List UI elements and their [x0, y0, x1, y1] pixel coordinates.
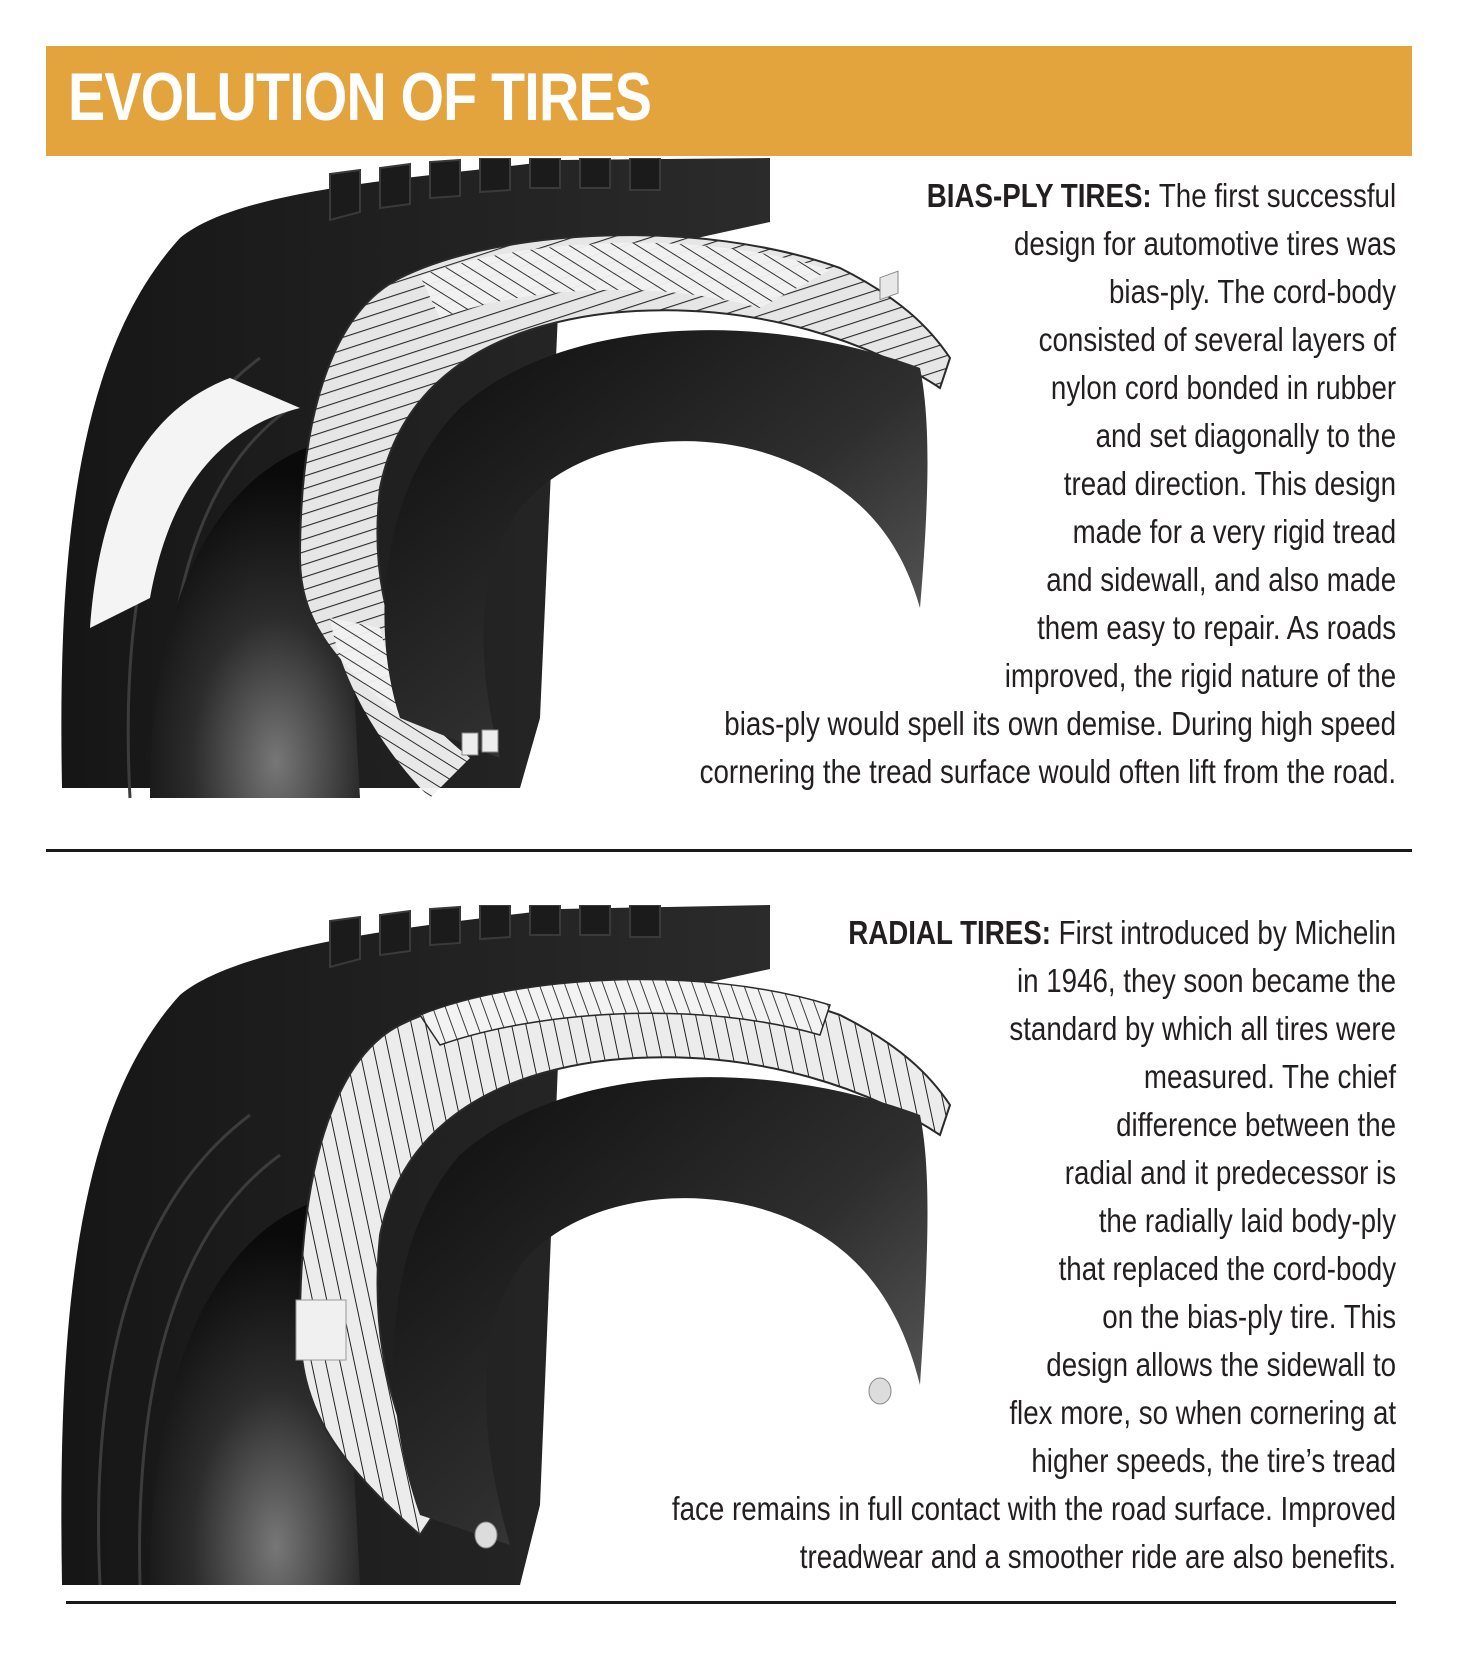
text-line: the radially laid body-ply [1098, 1202, 1396, 1239]
section-heading: BIAS-PLY TIRES: [926, 177, 1152, 214]
text-line: on the bias-ply tire. This [1102, 1298, 1396, 1335]
bias-ply-description [567, 172, 1396, 796]
text-line: bias-ply would spell its own demise. During high speed [724, 705, 1396, 742]
radial-description [534, 909, 1396, 1581]
text-line: and sidewall, and also made [1046, 561, 1396, 598]
text-line: that replaced the cord-body [1058, 1250, 1396, 1287]
text-line: design for automotive tires was [1013, 225, 1396, 262]
text-line: standard by which all tires were [1009, 1010, 1396, 1047]
text-line: First introduced by Michelin [1058, 914, 1396, 951]
text-line: cornering the tread surface would often lift from the road. [699, 753, 1396, 790]
text-line: radial and it predecessor is [1064, 1154, 1396, 1191]
text-line: flex more, so when cornering at [1009, 1394, 1396, 1431]
text-line: design allows the sidewall to [1046, 1346, 1396, 1383]
title-banner [46, 46, 1412, 156]
page-title: EVOLUTION OF TIRES [68, 59, 652, 135]
text-line: difference between the [1116, 1106, 1396, 1143]
text-line: measured. The chief [1143, 1058, 1396, 1095]
text-line: higher speeds, the tire’s tread [1031, 1442, 1396, 1479]
text-line: tread direction. This design [1063, 465, 1396, 502]
section-divider [46, 849, 1412, 852]
text-line: in 1946, they soon became the [1016, 962, 1396, 999]
text-line: face remains in full contact with the road surface. Improved [671, 1490, 1396, 1527]
text-line: consisted of several layers of [1038, 321, 1396, 358]
text-line: improved, the rigid nature of the [1004, 657, 1396, 694]
section-heading: RADIAL TIRES: [848, 914, 1051, 951]
text-line: made for a very rigid tread [1072, 513, 1396, 550]
text-line: nylon cord bonded in rubber [1050, 369, 1396, 406]
section-divider [66, 1601, 1396, 1604]
text-line: The first successful [1158, 177, 1396, 214]
text-line: treadwear and a smoother ride are also benefits. [799, 1538, 1396, 1575]
text-line: and set diagonally to the [1095, 417, 1396, 454]
text-line: bias-ply. The cord-body [1108, 273, 1396, 310]
text-line: them easy to repair. As roads [1036, 609, 1396, 646]
